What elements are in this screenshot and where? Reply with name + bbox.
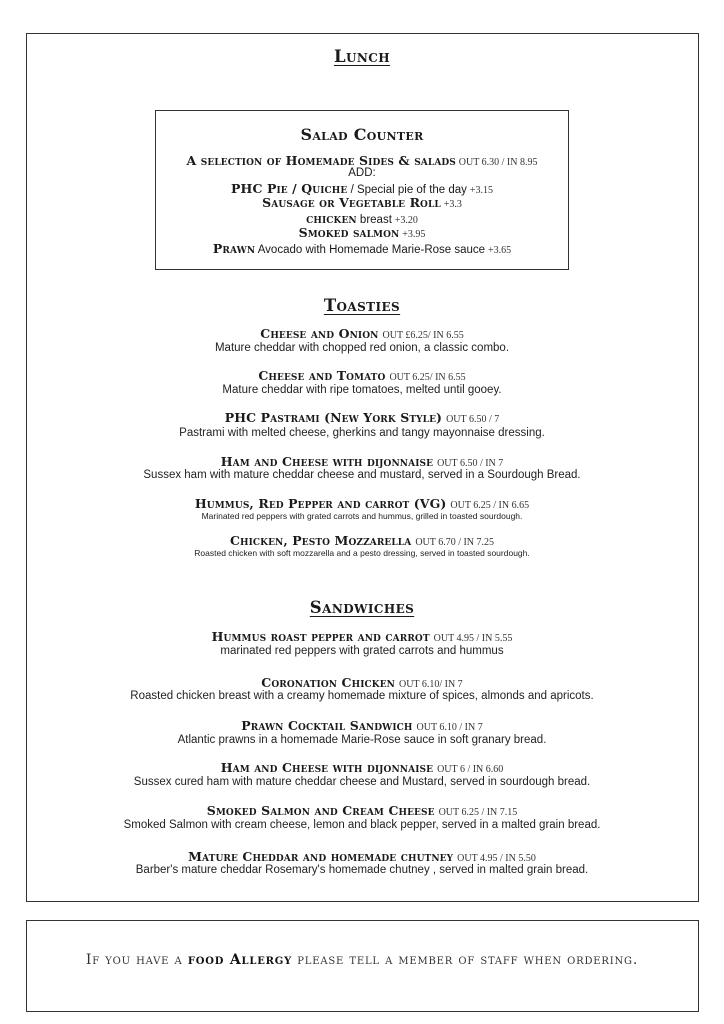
item-price: OUT 6.25 / IN 7.15 bbox=[438, 807, 518, 818]
item-description: Mature cheddar with chopped red onion, a classic combo. bbox=[214, 342, 510, 354]
item-description: Marinated red peppers with grated carrots and hummus, grilled in toasted sourdough. bbox=[201, 511, 523, 521]
menu-item-name-line bbox=[0, 628, 724, 646]
item-name: Hummus roast pepper and carrot bbox=[211, 629, 430, 644]
addon-price: +3.15 bbox=[469, 185, 493, 196]
item-name: Cheese and Onion bbox=[260, 326, 379, 341]
menu-item-name-line bbox=[0, 717, 724, 735]
sandwiches-title: Sandwiches bbox=[309, 598, 415, 617]
item-description: Mature cheddar with ripe tomatoes, melted until gooey. bbox=[222, 384, 502, 396]
addon-detail: Avocado with Homemade Marie-Rose sauce bbox=[255, 244, 486, 256]
addon-name: Smoked salmon bbox=[298, 225, 400, 240]
item-description: marinated red peppers with grated carrots and hummus bbox=[220, 645, 504, 657]
menu-item-name-line bbox=[0, 325, 724, 343]
item-name: Ham and Cheese with dijonnaise bbox=[220, 454, 434, 469]
menu-item-name-line bbox=[0, 367, 724, 385]
salad-selection-name: A selection of Homemade Sides & salads bbox=[186, 153, 456, 168]
salad-add-label: ADD: bbox=[348, 167, 376, 179]
item-description: Roasted chicken breast with a creamy homemade mixture of spices, almonds and apricots. bbox=[130, 690, 594, 702]
salad-selection-price: OUT 6.30 / IN 8.95 bbox=[458, 157, 538, 168]
item-name: Chicken, Pesto Mozzarella bbox=[229, 533, 412, 548]
addon-price: +3.95 bbox=[402, 229, 426, 240]
salad-counter-title: Salad Counter bbox=[300, 125, 424, 144]
item-name: PHC Pastrami (New York Style) bbox=[224, 410, 443, 425]
item-description: Sussex cured ham with mature cheddar cheese and Mustard, served in sourdough bread. bbox=[133, 776, 591, 788]
item-price: OUT 4.95 / IN 5.50 bbox=[457, 853, 536, 864]
addon-detail: / Special pie of the day bbox=[347, 184, 467, 196]
menu-item-name-line bbox=[0, 802, 724, 820]
item-price: OUT 6.10 / IN 7 bbox=[416, 722, 483, 733]
page-title: Lunch bbox=[334, 47, 390, 66]
addon-price: +3.3 bbox=[443, 199, 462, 210]
allergy-text-after: please tell a member of staff when ordering. bbox=[292, 952, 639, 968]
salad-addon bbox=[0, 241, 724, 256]
toasties-title: Toasties bbox=[323, 296, 401, 315]
menu-item-name-line bbox=[0, 409, 724, 427]
item-price: OUT 6.25/ IN 6.55 bbox=[389, 372, 466, 383]
item-description: Pastrami with melted cheese, gherkins and tangy mayonnaise dressing. bbox=[179, 427, 545, 439]
menu-item-name-line bbox=[0, 759, 724, 777]
item-description: Atlantic prawns in a homemade Marie-Rose sauce in soft granary bread. bbox=[177, 734, 547, 746]
addon-name: chicken bbox=[306, 211, 357, 226]
item-description: Roasted chicken with soft mozzarella and a pesto dressing, served in toasted sourdough. bbox=[194, 548, 530, 558]
item-name: Ham and Cheese with dijonnaise bbox=[220, 760, 434, 775]
item-name: Mature Cheddar and homemade chutney bbox=[188, 849, 454, 864]
item-price: OUT 6 / IN 6.60 bbox=[437, 764, 504, 775]
item-description: Smoked Salmon with cream cheese, lemon and black pepper, served in a malted grain bread. bbox=[123, 819, 601, 831]
item-price: OUT 6.10/ IN 7 bbox=[398, 679, 463, 690]
item-name: Prawn Cocktail Sandwich bbox=[241, 718, 413, 733]
item-price: OUT £6.25/ IN 6.55 bbox=[382, 330, 464, 341]
addon-price: +3.20 bbox=[394, 215, 418, 226]
allergy-notice bbox=[0, 952, 724, 968]
addon-detail: breast bbox=[356, 214, 392, 226]
salad-addon bbox=[0, 195, 724, 210]
allergy-text-before: If you have a bbox=[85, 952, 188, 968]
item-price: OUT 6.70 / IN 7.25 bbox=[415, 537, 495, 548]
allergy-emphasis: food Allergy bbox=[187, 952, 293, 968]
salad-addon bbox=[0, 181, 724, 196]
addon-name: Sausage or Vegetable Roll bbox=[262, 195, 441, 210]
addon-price: +3.65 bbox=[487, 245, 512, 256]
addon-name: Prawn bbox=[212, 241, 256, 256]
item-name: Coronation Chicken bbox=[261, 675, 395, 690]
item-price: OUT 4.95 / IN 5.55 bbox=[433, 633, 513, 644]
item-description: Barber's mature cheddar Rosemary's homemade chutney , served in malted grain bread. bbox=[135, 864, 589, 876]
item-name: Smoked Salmon and Cream Cheese bbox=[206, 803, 435, 818]
salad-addon bbox=[0, 225, 724, 240]
addon-name: PHC Pie / Quiche bbox=[231, 181, 348, 196]
item-description: Sussex ham with mature cheddar cheese and mustard, served in a Sourdough Bread. bbox=[143, 469, 581, 481]
item-price: OUT 6.25 / IN 6.65 bbox=[450, 500, 530, 511]
item-price: OUT 6.50 / 7 bbox=[446, 414, 500, 425]
item-name: Hummus, Red Pepper and carrot (VG) bbox=[194, 496, 447, 511]
item-name: Cheese and Tomato bbox=[258, 368, 386, 383]
salad-selection bbox=[0, 153, 724, 168]
salad-addon bbox=[0, 211, 724, 226]
item-price: OUT 6.50 / IN 7 bbox=[437, 458, 504, 469]
